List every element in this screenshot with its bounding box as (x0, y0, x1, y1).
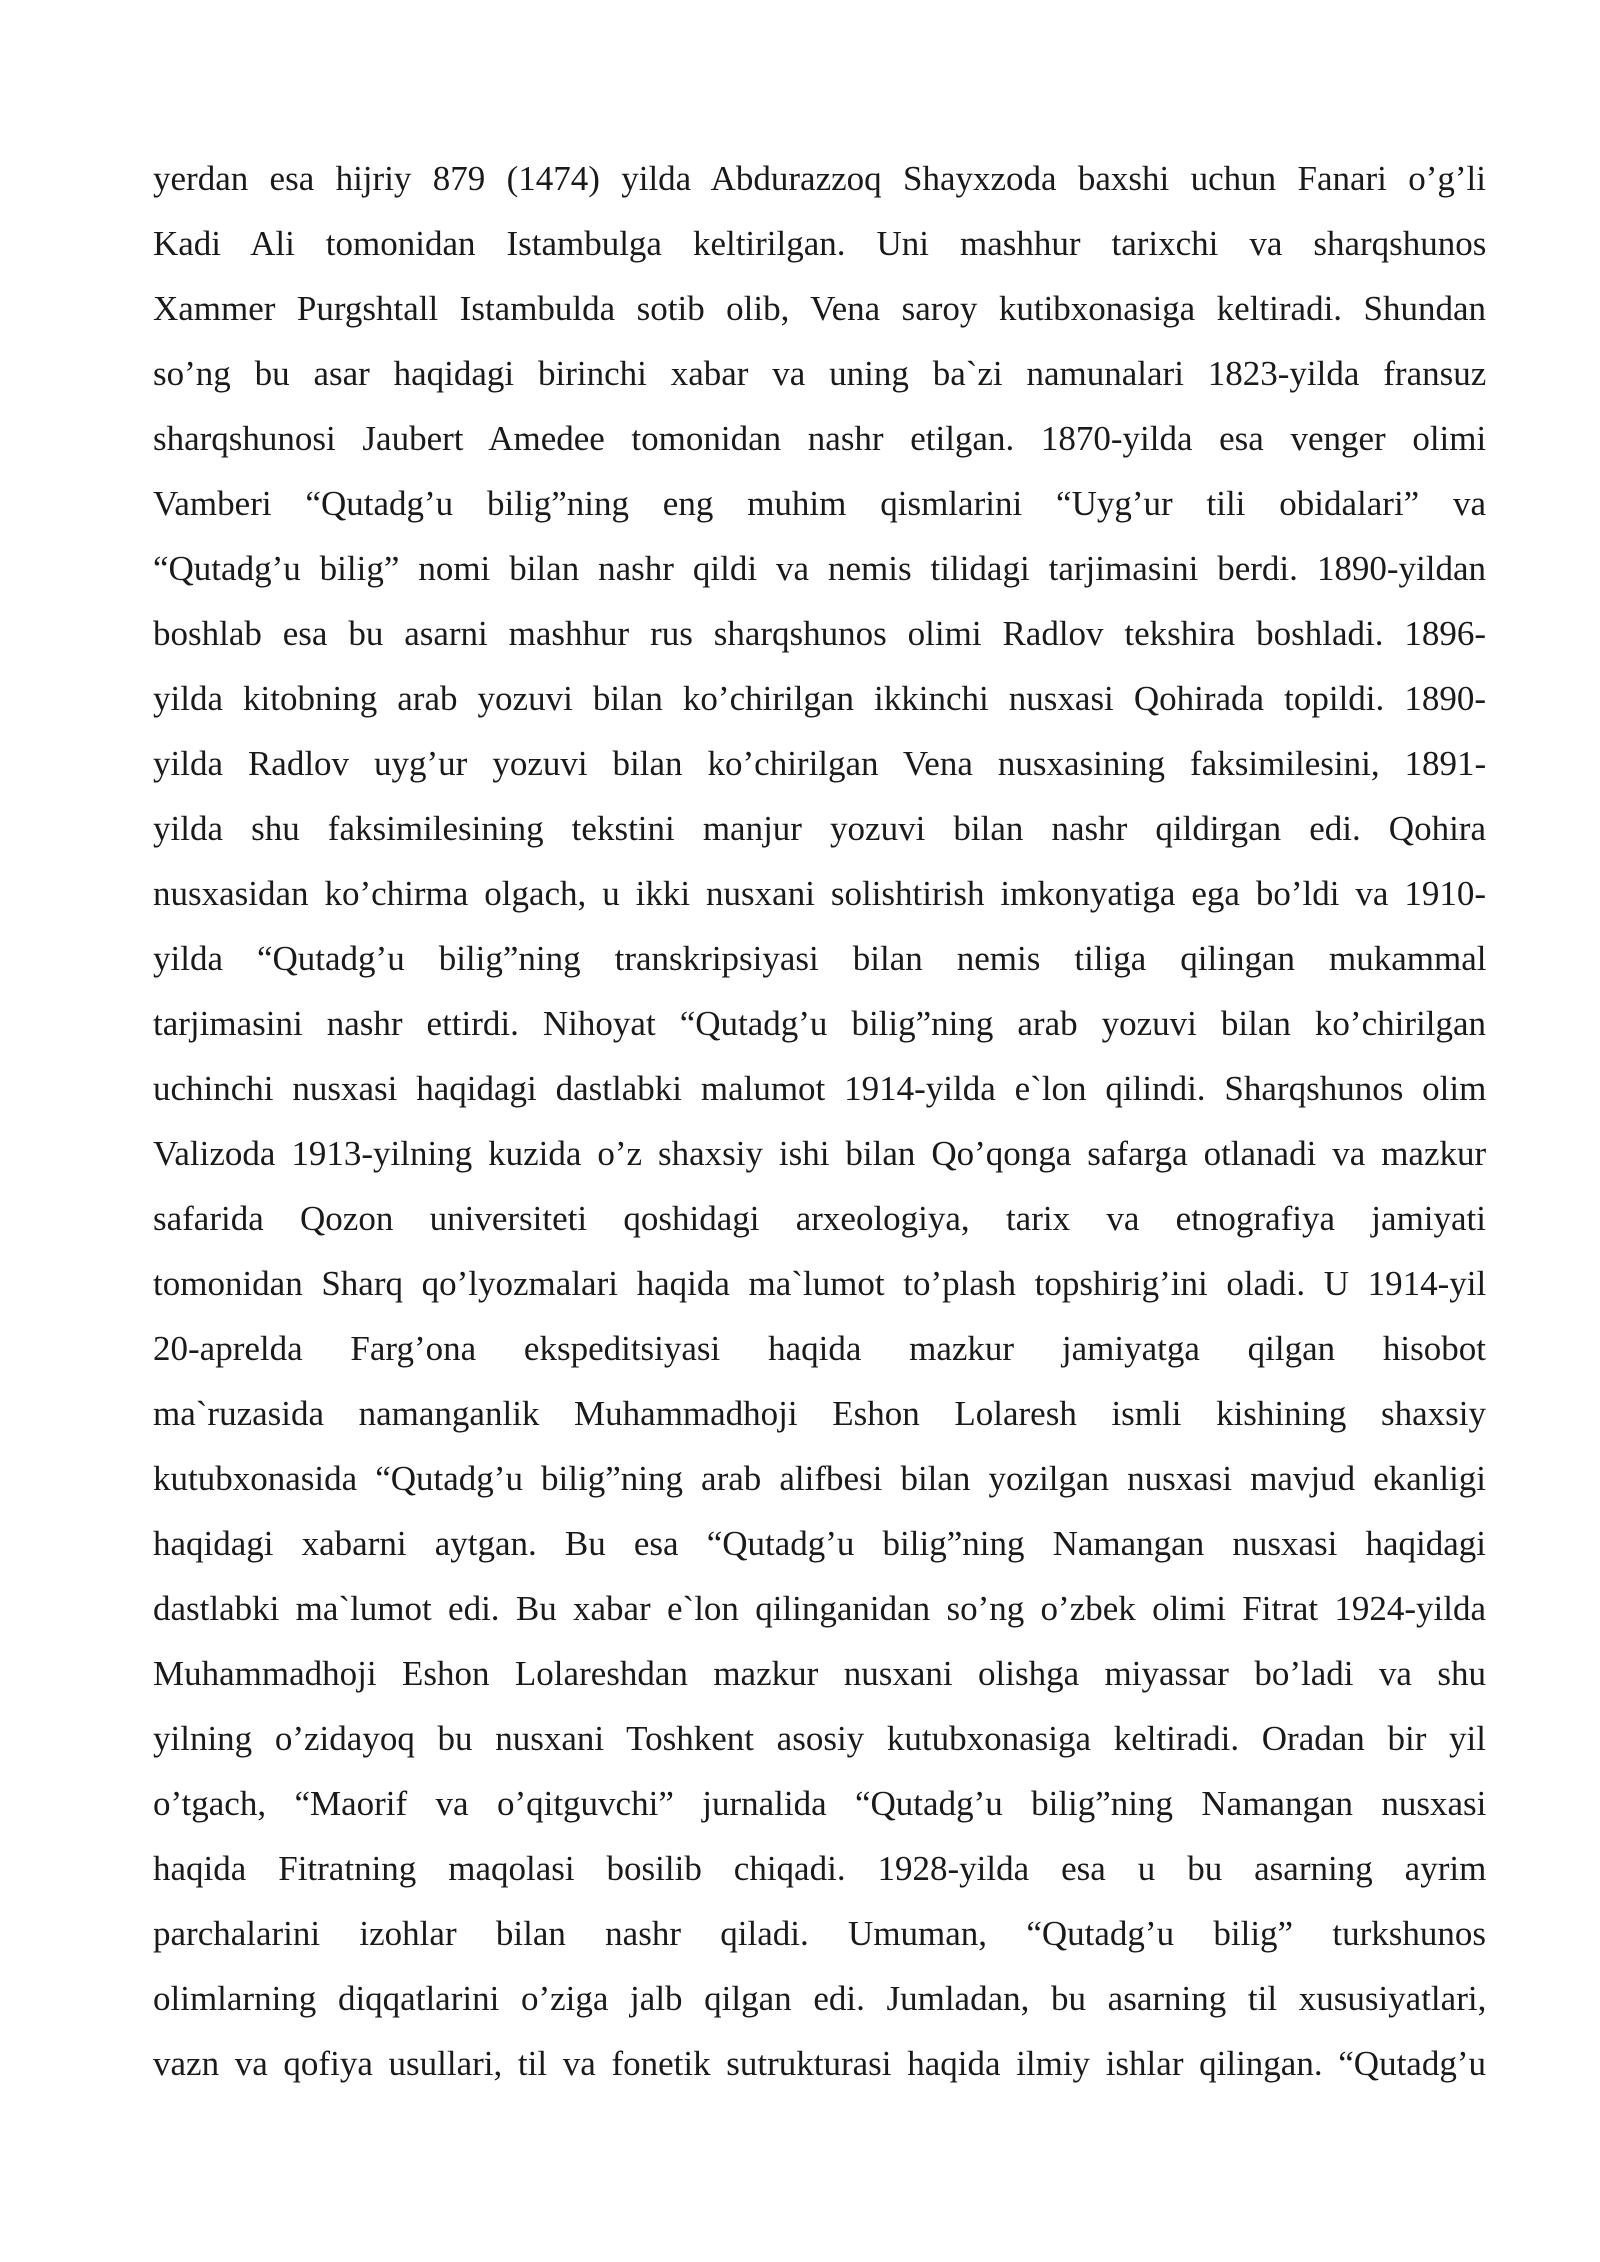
text-line: olimlarning diqqatlarini o’ziga jalb qilgan edi. Jumladan, bu asarning til xususiyatlari, (153, 1979, 1487, 2018)
text-line: Muhammadhoji Eshon Lolareshdan mazkur nusxani olishga miyassar bo’ladi va shu (153, 1654, 1486, 1693)
text-line: tomonidan Sharq qo’lyozmalari haqida ma`lumot to’plash topshirig’ini oladi. U 1914-yil (153, 1264, 1487, 1303)
text-line: yilda “Qutadg’u bilig”ning transkripsiyasi bilan nemis tiliga qilingan mukammal (153, 939, 1487, 978)
text-line: yilda shu faksimilesining tekstini manjur yozuvi bilan nashr qildirgan edi. Qohira (153, 809, 1486, 848)
text-line: Kadi Ali tomonidan Istambulga keltirilgan. Uni mashhur tarixchi va sharqshunos (153, 224, 1487, 263)
text-line: yilda kitobning arab yozuvi bilan ko’chirilgan ikkinchi nusxasi Qohirada topildi. 1890- (153, 679, 1486, 718)
text-line: haqidagi xabarni aytgan. Bu esa “Qutadg’u bilig”ning Namangan nusxasi haqidagi (153, 1524, 1486, 1563)
text-line: boshlab esa bu asarni mashhur rus sharqshunos olimi Radlov tekshira boshladi. 1896- (153, 614, 1486, 653)
text-line: Valizoda 1913-yilning kuzida o’z shaxsiy ishi bilan Qo’qonga safarga otlanadi va mazkur (153, 1134, 1487, 1173)
text-line: parchalarini izohlar bilan nashr qiladi. Umuman, “Qutadg’u bilig” turkshunos (153, 1914, 1486, 1953)
text-line: uchinchi nusxasi haqidagi dastlabki malumot 1914-yilda e`lon qilindi. Sharqshunos olim (153, 1069, 1487, 1108)
text-line: so’ng bu asar haqidagi birinchi xabar va uning ba`zi namunalari 1823-yilda fransuz (153, 354, 1487, 393)
text-line: yerdan esa hijriy 879 (1474) yilda Abdurazzoq Shayxzoda baxshi uchun Fanari o’g’li (153, 159, 1486, 198)
text-line: “Qutadg’u bilig” nomi bilan nashr qildi va nemis tilidagi tarjimasini berdi. 1890-yildan (153, 549, 1486, 588)
text-line: tarjimasini nashr ettirdi. Nihoyat “Qutadg’u bilig”ning arab yozuvi bilan ko’chirilgan (153, 1004, 1486, 1043)
text-line: dastlabki ma`lumot edi. Bu xabar e`lon qilinganidan so’ng o’zbek olimi Fitrat 1924-yilda (153, 1589, 1487, 1628)
text-line: kutubxonasida “Qutadg’u bilig”ning arab alifbesi bilan yozilgan nusxasi mavjud ekanligi (153, 1459, 1487, 1498)
text-line: sharqshunosi Jaubert Amedee tomonidan nashr etilgan. 1870-yilda esa venger olimi (153, 419, 1487, 458)
text-line: Xammer Purgshtall Istambulda sotib olib, Vena saroy kutibxonasiga keltiradi. Shundan (153, 289, 1486, 328)
text-line: yilning o’zidayoq bu nusxani Toshkent asosiy kutubxonasiga keltiradi. Oradan bir yil (153, 1719, 1486, 1758)
text-line: haqida Fitratning maqolasi bosilib chiqadi. 1928-yilda esa u bu asarning ayrim (153, 1849, 1487, 1888)
text-line: nusxasidan ko’chirma olgach, u ikki nusxani solishtirish imkonyatiga ega bo’ldi va 1910- (153, 874, 1486, 913)
text-line: vazn va qofiya usullari, til va fonetik sutrukturasi haqida ilmiy ishlar qilingan. “Qutadg’u (153, 2044, 1486, 2083)
text-line: 20-aprelda Farg’ona ekspeditsiyasi haqida mazkur jamiyatga qilgan hisobot (153, 1329, 1486, 1368)
text-line: yilda Radlov uyg’ur yozuvi bilan ko’chirilgan Vena nusxasining faksimilesini, 1891- (153, 744, 1487, 783)
text-line: o’tgach, “Maorif va o’qitguvchi” jurnalida “Qutadg’u bilig”ning Namangan nusxasi (153, 1784, 1487, 1823)
text-line: safarida Qozon universiteti qoshidagi arxeologiya, tarix va etnografiya jamiyati (153, 1199, 1486, 1238)
text-line: Vamberi “Qutadg’u bilig”ning eng muhim qismlarini “Uyg’ur tili obidalari” va (153, 484, 1487, 523)
text-line: ma`ruzasida namanganlik Muhammadhoji Eshon Lolaresh ismli kishining shaxsiy (153, 1394, 1486, 1433)
body-paragraph (153, 146, 1486, 2096)
